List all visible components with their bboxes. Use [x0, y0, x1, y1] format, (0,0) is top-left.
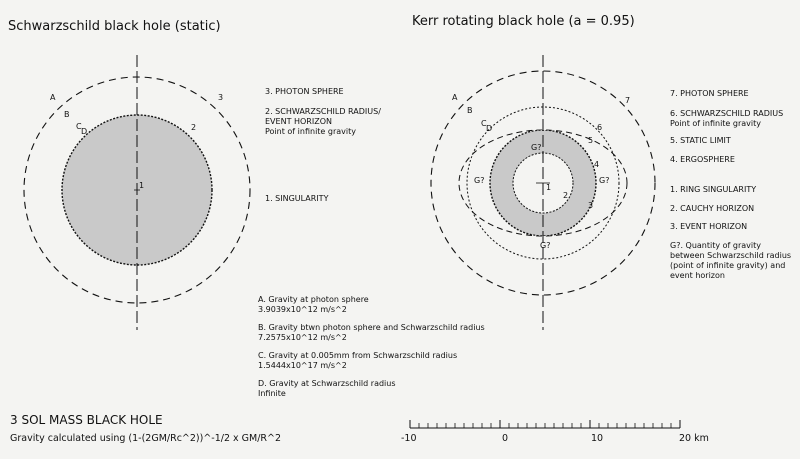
legend-singularity: 1. SINGULARITY	[265, 194, 329, 203]
legend-event-horizon: EVENT HORIZON	[265, 117, 332, 126]
kerr-marker-4: 4	[594, 160, 600, 169]
legend-schwarzschild-radius: 2. SCHWARZSCHILD RADIUS/	[265, 107, 381, 116]
kerr-legend	[670, 89, 791, 280]
footer-mass: 3 SOL MASS BLACK HOLE	[10, 413, 163, 427]
schwarzschild-marker-1: 1	[139, 181, 145, 190]
schwarzschild-legend	[265, 87, 381, 203]
schwarzschild-marker-c: C	[76, 122, 82, 131]
note-c-title: C. Gravity at 0.005mm from Schwarzschild radius	[258, 351, 458, 360]
kerr-legend-gq-1: G?. Quantity of gravity	[670, 241, 761, 250]
kerr-legend-ring-singularity: 1. RING SINGULARITY	[670, 185, 757, 194]
note-a-value: 3.9039x10^12 m/s^2	[258, 305, 347, 314]
kerr-marker-5: 5	[588, 136, 594, 145]
kerr-marker-g-left: G?	[474, 176, 485, 185]
note-d-value: Infinite	[258, 389, 286, 398]
kerr-marker-c: C	[481, 119, 487, 128]
scale-label-20: 20 km	[679, 433, 709, 444]
note-a-title: A. Gravity at photon sphere	[258, 295, 369, 304]
schwarzschild-marker-b: B	[64, 110, 70, 119]
schwarzschild-marker-a: A	[50, 93, 56, 102]
schwarzschild-marker-2: 2	[191, 123, 197, 132]
kerr-marker-g-right: G?	[599, 176, 610, 185]
legend-photon-sphere: 3. PHOTON SPHERE	[265, 87, 344, 96]
kerr-marker-7: 7	[625, 96, 631, 105]
legend-infinite-gravity: Point of infinite gravity	[265, 127, 356, 136]
kerr-legend-cauchy-horizon: 2. CAUCHY HORIZON	[670, 204, 755, 213]
schwarzschild-marker-3: 3	[218, 93, 224, 102]
kerr-title: Kerr rotating black hole (a = 0.95)	[412, 14, 635, 29]
kerr-marker-b: B	[467, 106, 473, 115]
kerr-legend-event-horizon: 3. EVENT HORIZON	[670, 222, 748, 231]
scale-label-10: 10	[591, 433, 604, 444]
kerr-marker-g-bottom: G?	[540, 241, 551, 250]
kerr-legend-infinite-gravity: Point of infinite gravity	[670, 119, 761, 128]
scale-label-0: 0	[502, 433, 509, 444]
kerr-marker-a: A	[452, 93, 458, 102]
kerr-figure	[431, 55, 655, 330]
kerr-marker-d: D	[486, 124, 493, 133]
kerr-marker-3: 3	[588, 201, 594, 210]
kerr-legend-gq-4: event horizon	[670, 271, 725, 280]
kerr-legend-gq-2: between Schwarzschild radius	[670, 251, 792, 260]
kerr-marker-1: 1	[546, 183, 552, 192]
note-b-value: 7.2575x10^12 m/s^2	[258, 333, 347, 342]
gravity-notes	[258, 295, 485, 398]
kerr-legend-gq-3: (point of infinite gravity) and	[670, 261, 786, 270]
kerr-marker-2: 2	[563, 191, 569, 200]
note-b-title: B. Gravity btwn photon sphere and Schwarzschild radius	[258, 323, 485, 332]
footer-formula: Gravity calculated using (1-(2GM/Rc^2))^-1/2 x GM/R^2	[10, 433, 282, 444]
note-c-value: 1.5444x10^17 m/s^2	[258, 361, 347, 370]
scale-label-neg10: -10	[401, 433, 417, 444]
kerr-marker-6: 6	[597, 123, 603, 132]
schwarzschild-title: Schwarzschild black hole (static)	[8, 19, 221, 34]
kerr-legend-ergosphere: 4. ERGOSPHERE	[670, 155, 735, 164]
scale-bar	[401, 420, 709, 444]
kerr-marker-g-top: G?	[531, 143, 542, 152]
kerr-legend-schwarzschild-radius: 6. SCHWARZSCHILD RADIUS	[670, 109, 784, 118]
note-d-title: D. Gravity at Schwarzschild radius	[258, 379, 396, 388]
schwarzschild-figure	[24, 55, 250, 330]
schwarzschild-marker-d: D	[81, 127, 88, 136]
kerr-legend-static-limit: 5. STATIC LIMIT	[670, 136, 731, 145]
kerr-legend-photon-sphere: 7. PHOTON SPHERE	[670, 89, 749, 98]
